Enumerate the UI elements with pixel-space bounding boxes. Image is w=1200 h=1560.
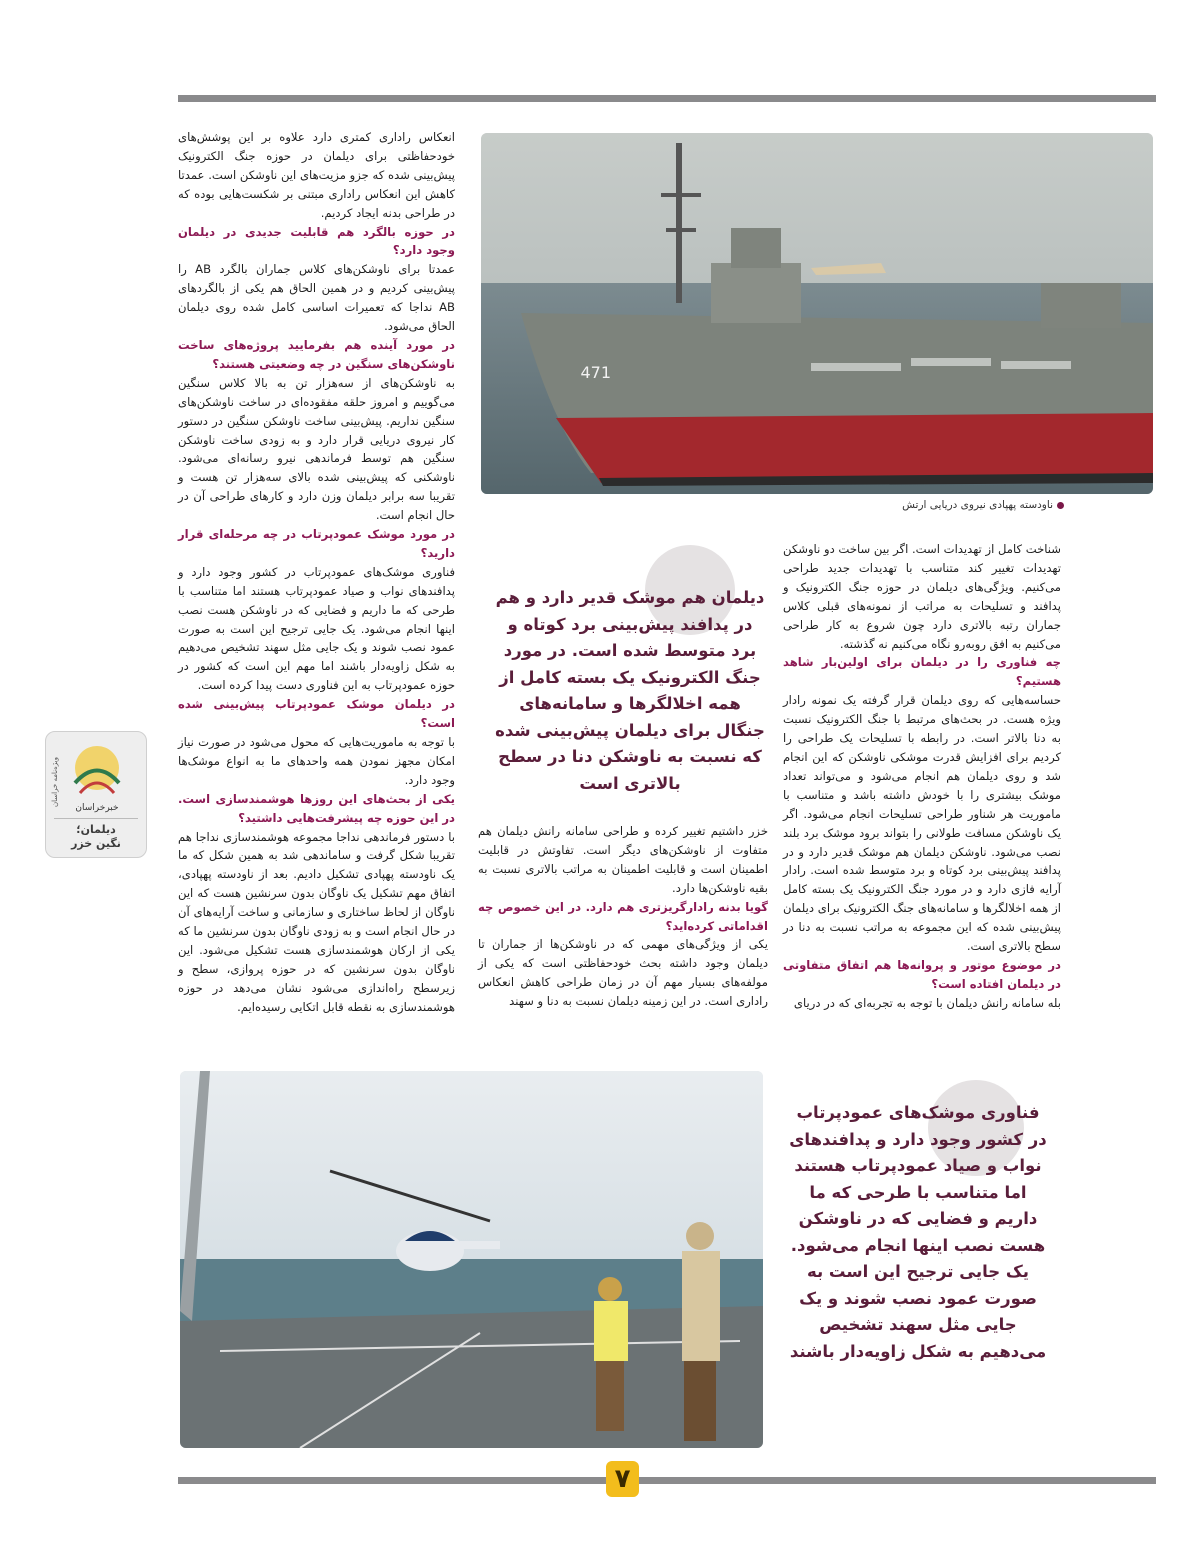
question-heading: در مورد موشک عمودپرتاب در چه مرحله‌ای قرار دارید؟ bbox=[178, 527, 455, 560]
paragraph: بله سامانه رانش دیلمان با توجه به تجربه‌ای که در دریای bbox=[793, 995, 1061, 1010]
paragraph: با دستور فرماندهی نداجا مجموعه هوشمندسازی نداجا هم تقریبا شکل گرفت و ساماندهی شد به همین شکل که ما یک ناودسته پهپادی تشکیل دادیم. بعد از ناودسته پهپادی، اتفاق مهم تشکیل یک ناوگان بدون سرنشین هست که این ناوگان از لحاظ ساختاری و سازمانی و ساخت آرایه‌های آن در حال انجام است و به زودی ناوگان بدون سرنشین ما که یکی از ارکان هوشمندسازی هست تشکیل می‌شود. این ناوگان بدون سرنشین که در حوزه پروازی، سطح و زیرسطح راه‌اندازی می‌شود نشان می‌دهد در حوزه هوشمندسازی به نقطه قابل اتکایی رسیده‌ایم. bbox=[178, 829, 455, 1014]
section-label-line1: دیلمان؛ bbox=[76, 823, 116, 836]
paragraph: انعکاس راداری کمتری دارد علاوه بر این پوشش‌های خودحفاظتی برای دیلمان در حوزه جنگ الکترونیک پیش‌بینی شده که جزو مزیت‌های این ناوشکن است. عمدتا کاهش این انعکاس راداری مبتنی بر شکست‌هایی بوده که در طراحی بدنه ایجاد کردیم. bbox=[178, 130, 455, 220]
pull-quote-1-text: دیلمان هم موشک قدیر دارد و هم در پدافند پیش‌بینی برد کوتاه و برد متوسط شده است. در مورد جنگ الکترونیک یک بسته کامل از همه اخلالگرها و سامانه‌های جنگال برای دیلمان پیش‌بینی شده که نسبت به ناوشکن دنا در سطح بالاتری است bbox=[495, 588, 765, 793]
top-rule bbox=[178, 95, 1156, 102]
caption-text: ناودسته پهپادی نیروی دریایی ارتش bbox=[902, 499, 1053, 511]
vertical-label-text: ویژه‌نامه خراسان bbox=[51, 757, 59, 807]
question-heading: گویا بدنه رادارگریزتری هم دارد. در این خصوص چه اقداماتی کرده‌اید؟ bbox=[478, 899, 768, 933]
paragraph: حساسه‌هایی که روی دیلمان قرار گرفته یک نمونه رادار ویژه هست. در بحث‌های مرتبط با جنگ الکترونیک نسبت به دنا بالاتر است. در رابطه با تسلیحات یک طراحی را کردیم برای افزایش قدرت موشکی ناوشکن که این انجام شد و روی دیلمان هم انجام می‌شود و می‌تواند تعداد موشک بیشتری را با خودش داشته باشد و متناسب با ماموریت هر شناور طراحی تسلیحات انجام می‌شود. اگر یک ناوشکن مسافت طولانی را بتواند برود موشک برد بلند نصب می‌شود. ناوشکن دیلمان هم موشک قدیر دارد و در پدافند پیش‌بینی برد کوتاه و برد متوسط شده است. رادار آرایه فازی دارد و در مورد جنگ الکترونیک یک بسته کامل از همه اخلالگرها و سامانه‌های جنگ الکترونیک برای دیلمان پیش‌بینی شده که این مجموعه به مراتب نسبت به دنا در سطح بالاتری است. bbox=[783, 693, 1061, 954]
question-heading: چه فناوری را در دیلمان برای اولین‌بار شاهد هستیم؟ bbox=[783, 655, 1061, 689]
paragraph: عمدتا برای ناوشکن‌های کلاس جماران بالگرد AB را پیش‌بینی کردیم و در همین الحاق هم یکی از بالگردهای AB نداجا که تعمیرات اساسی کامل شده روی دیلمان الحاق می‌شود. bbox=[178, 262, 455, 334]
hull-number: 471 bbox=[580, 363, 611, 382]
question-heading: در دیلمان موشک عمودپرتاب پیش‌بینی شده است؟ bbox=[178, 697, 455, 731]
section-label bbox=[54, 818, 138, 851]
paragraph: به ناوشکن‌های از سه‌هزار تن به بالا کلاس سنگین می‌گوییم و امروز حلقه مفقوده‌ای در ساخت ناوشکن‌های سنگین نداریم. پیش‌بینی ساخت ناوشکن سنگین در دستور کار نیروی دریایی قرار دارد و به زودی ساخت ناوشکن سنگین هم توسط فرماندهی نیرو رسانه‌ای می‌شود. ناوشکنی که پیش‌بینی شده بالای سه‌هزار تن هست و تقریبا سه برابر دیلمان وزن دارد و کارهای طراحی آن در حال انجام است. bbox=[178, 375, 455, 523]
question-heading: در حوزه بالگرد هم قابلیت جدیدی در دیلمان وجود دارد؟ bbox=[178, 224, 455, 258]
paragraph: شناخت کامل از تهدیدات است. اگر بین ساخت دو ناوشکن تهدیدات تغییر کند متناسب با تهدیدات جدید طراحی می‌کنیم. ویژگی‌های دیلمان در حوزه جنگ الکترونیک و پدافند و تسلیحات به مراتب از نمونه‌های قبلی کلاس جماران رتبه بالاتری دارد چون شروع به کار طراحی می‌کنیم به افق روبه‌رو نگاه می‌کنیم نه گذشته. bbox=[783, 542, 1061, 651]
pull-quote-2-text: فناوری موشک‌های عمودپرتاب در کشور وجود دارد و پدافندهای نواب و صیاد عمودپرتاب هستند اما متناسب با طرحی که ما داریم و فضایی که در ناوشکن هست نصب اینها انجام می‌شود. یک جایی ترجیح این است به صورت عمود نصب شوند و یک جایی مثل سهند تشخیص می‌دهیم به شکل زاویه‌دار باشند bbox=[789, 1103, 1047, 1361]
pull-quote-1 bbox=[495, 545, 765, 805]
column-right bbox=[783, 540, 1061, 1013]
section-tab bbox=[45, 731, 147, 858]
page-number: ۷ bbox=[606, 1461, 639, 1497]
caption-bullet bbox=[1057, 502, 1064, 509]
section-label-line2: نگین خزر bbox=[71, 837, 121, 850]
photo-caption bbox=[664, 499, 1064, 511]
brand-logo-text: خبرخراسان bbox=[75, 803, 119, 813]
question-heading: یکی از بحث‌های این روزها هوشمندسازی است. در این حوزه چه پیشرفت‌هایی داشتید؟ bbox=[178, 791, 455, 825]
column-middle bbox=[478, 822, 768, 1011]
paragraph: خزر داشتیم تغییر کرده و طراحی سامانه رانش دیلمان هم متفاوت از ناوشکن‌های دیگر است. تفاوتش در قابلیت اطمینان است و قابلیت اطمینان به مراتب بالاتری نسبت به بقیه ناوشکن‌ها دارد. bbox=[478, 824, 768, 895]
bottom-rule bbox=[178, 1477, 1156, 1484]
ship-photo bbox=[481, 133, 1153, 494]
paragraph: یکی از ویژگی‌های مهمی که در ناوشکن‌ها از جماران تا دیلمان وجود داشته بحث خودحفاظتی است که یکی از مولفه‌های بسیار مهم آن در زمان طراحی کاهش انعکاس راداری است. در این زمینه دیلمان نسبت به دنا و سهند bbox=[478, 937, 768, 1009]
question-heading: در موضوع موتور و پروانه‌ها هم اتفاق متفاوتی در دیلمان افتاده است؟ bbox=[783, 957, 1061, 991]
vertical-label bbox=[48, 742, 60, 822]
column-left bbox=[178, 128, 455, 1017]
helicopter-photo bbox=[180, 1071, 763, 1448]
question-heading: در مورد آینده هم بفرمایید پروژه‌های ساخت ناوشکن‌های سنگین در چه وضعیتی هستند؟ bbox=[178, 337, 455, 371]
paragraph: فناوری موشک‌های عمودپرتاب در کشور وجود دارد و پدافندهای نواب و صیاد عمودپرتاب هستند اما متناسب با طرحی که ما داریم و فضایی که در ناوشکن هست نصب اینها انجام می‌شود. یک جایی ترجیح این است به صورت عمود نصب شوند و یک جایی مثل سهند تشخیص می‌دهیم به شکل زاویه‌دار باشند اما مهم این است که کشور در حوزه عمودپرتاب به این فناوری دست پیدا کرده است. bbox=[178, 564, 455, 693]
paragraph: با توجه به ماموریت‌هایی که محول می‌شود در صورت نیاز امکان مجهز نمودن همه واحدهای ما به انواع موشک‌ها وجود دارد. bbox=[178, 735, 455, 787]
brand-logo bbox=[60, 738, 134, 818]
pull-quote-2 bbox=[788, 1080, 1048, 1380]
